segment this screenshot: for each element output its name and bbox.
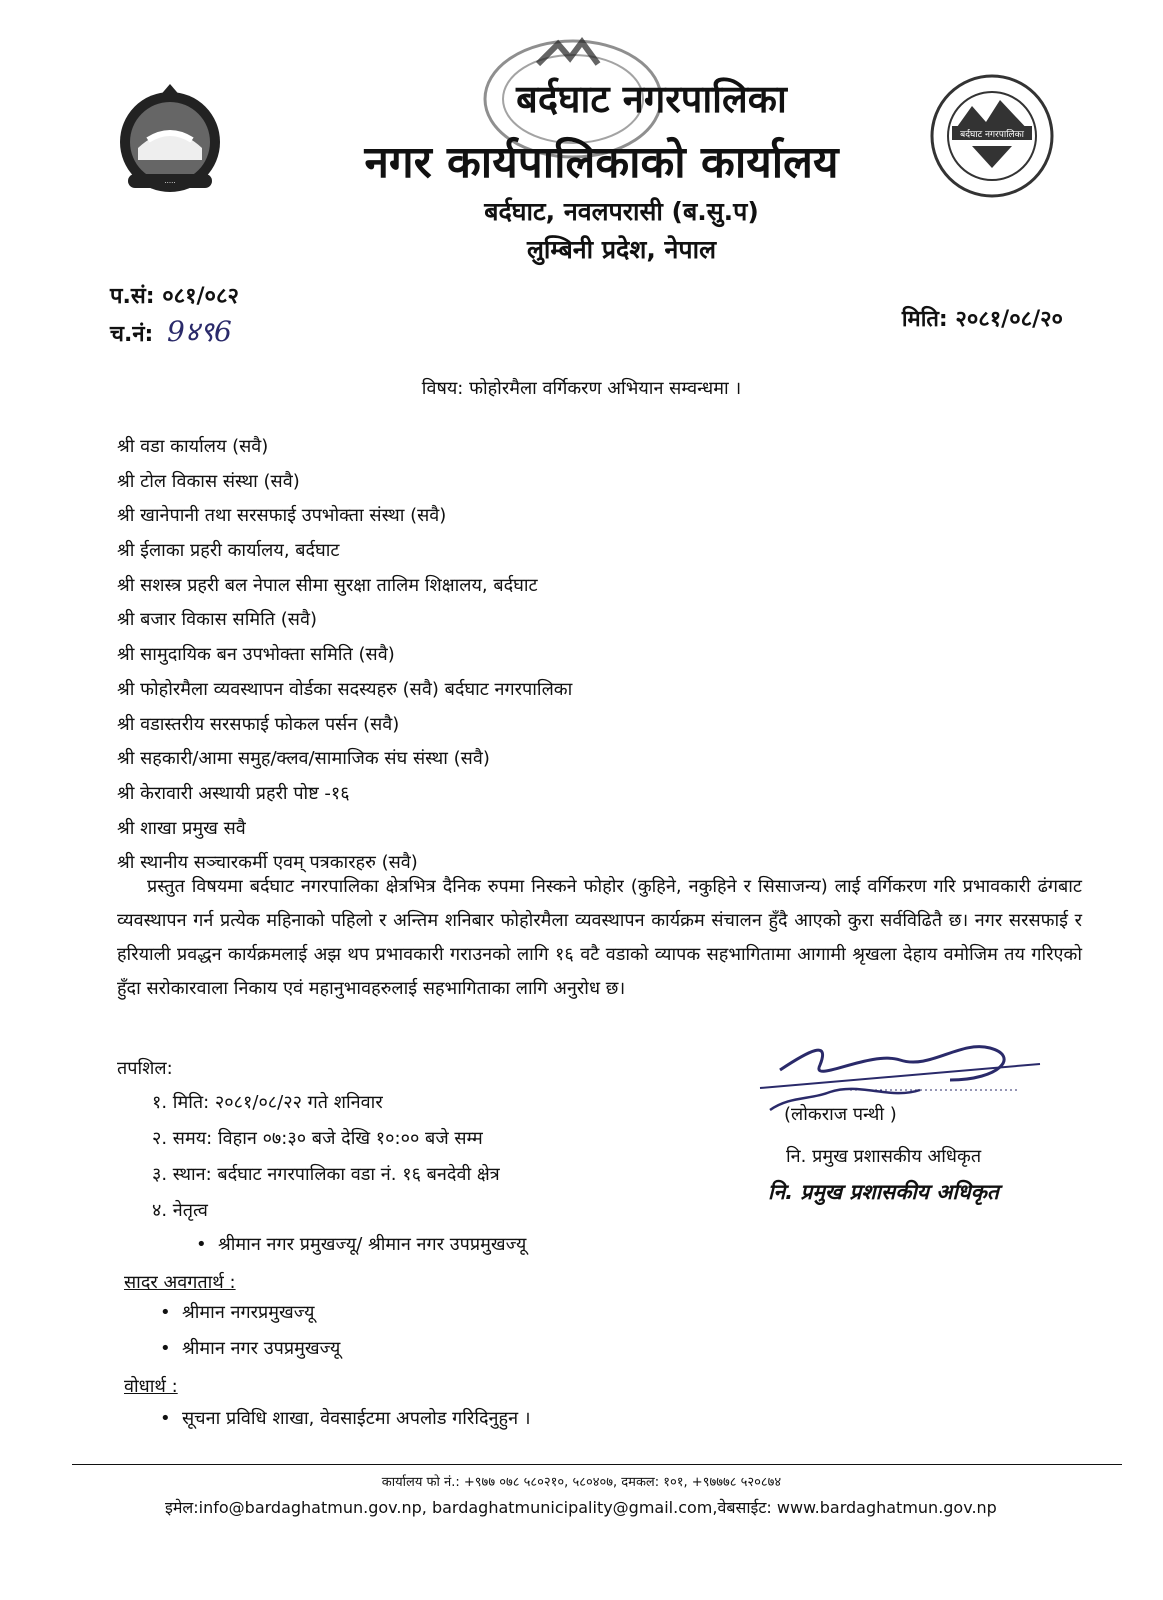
recipient-item [117, 777, 572, 812]
cc-item [160, 1332, 340, 1368]
signatory-name: (लोकराज पन्थी ) [784, 1104, 897, 1125]
recipient-item [117, 673, 572, 708]
recipient-item [117, 569, 572, 604]
recipient-list [117, 430, 572, 881]
recipient-item [117, 708, 572, 743]
cc-item-text: श्रीमान नगर उपप्रमुखज्यू [182, 1338, 341, 1359]
recipient-item [117, 534, 572, 569]
info-item [160, 1402, 531, 1436]
cc-list [160, 1296, 340, 1368]
recipient-item-text: श्री केरावारी अस्थायी प्रहरी पोष्ट -१६ [117, 782, 350, 804]
recipient-item [117, 638, 572, 673]
leadership-item [196, 1228, 526, 1262]
recipient-item [117, 465, 572, 500]
recipient-item-text: श्री शाखा प्रमुख सवै [117, 817, 246, 839]
recipient-item-text: श्री फोहोरमैला व्यवस्थापन वोर्डका सदस्यहरु (सवै) बर्दघाट नगरपालिका [117, 678, 573, 700]
date-value: २०८१/०८/२० [955, 307, 1063, 332]
recipient-item [117, 742, 572, 777]
info-heading: वोधार्थ : [124, 1376, 178, 1397]
leadership-text: श्रीमान नगर प्रमुखज्यू/ श्रीमान नगर उपप्रमुखज्यू [218, 1234, 527, 1255]
cc-item [160, 1296, 340, 1332]
recipient-item [117, 812, 572, 847]
emblem-ribbon-text: ····· [164, 179, 176, 187]
org-name: बर्दघाट नगरपालिका [516, 77, 787, 121]
detail-item [152, 1194, 500, 1230]
signatory-title-stamp: नि. प्रमुख प्रशासकीय अधिकृत [768, 1180, 999, 1204]
detail-item-text: ३. स्थान: बर्दघाट नगरपालिका वडा नं. १६ बनदेवी क्षेत्र [152, 1164, 500, 1185]
recipient-item-text: श्री खानेपानी तथा सरसफाई उपभोक्ता संस्था (सवै) [117, 505, 447, 527]
recipient-item-text: श्री बजार विकास समिति (सवै) [117, 609, 318, 631]
recipient-item [117, 603, 572, 638]
municipality-logo-inner-text: बर्दघाट नगरपालिका [960, 130, 1024, 140]
dispatch-label: च.नं: [110, 322, 154, 347]
recipient-item-text: श्री सहकारी/आमा समुह/क्लव/सामाजिक संघ संस्था (सवै) [117, 748, 490, 770]
signatory-title: नि. प्रमुख प्रशासकीय अधिकृत [786, 1146, 982, 1167]
ref-value: ०८१/०८२ [162, 284, 239, 309]
details-list [152, 1086, 500, 1230]
recipient-item-text: श्री सशस्त्र प्रहरी बल नेपाल सीमा सुरक्षा तालिम शिक्षालय, बर्दघाट [117, 574, 538, 596]
subject-line: विषय: फोहोरमैला वर्गिकरण अभियान सम्वन्धमा । [421, 378, 742, 399]
office-name: नगर कार्यपालिकाको कार्यालय [364, 137, 839, 188]
footer-contact: कार्यालय फो नं.: +९७७ ०७८ ५८०२१०, ५८०४०७, दमकल: १०१, +९७७७८ ५२०८७४ [381, 1475, 782, 1490]
cc-item-text: श्रीमान नगरप्रमुखज्यू [182, 1302, 315, 1323]
office-address: बर्दघाट, नवलपरासी (ब.सु.प) [484, 197, 759, 226]
detail-item [152, 1158, 500, 1194]
recipient-item [117, 499, 572, 534]
detail-item [152, 1122, 500, 1158]
recipient-item [117, 430, 572, 465]
detail-item-text: ४. नेतृत्व [152, 1200, 208, 1221]
dispatch-number [110, 312, 232, 350]
ref-label: प.सं: [110, 284, 155, 309]
recipient-item-text: श्री टोल विकास संस्था (सवै) [117, 470, 300, 492]
body-paragraph: प्रस्तुत विषयमा बर्दघाट नगरपालिका क्षेत्रभित्र दैनिक रुपमा निस्कने फोहोर (कुहिने, नकुहिने र सिसाजन्य) लाई वर्गिकरण गरि प्रभावकारी ढंगबाट व्यवस्थापन गर्न प्रत्येक महिनाको पहिलो र अन्तिम शनिबार फोहोरमैला व्यवस्थापन कार्यक्रम संचालन हुँदै आएको कुरा सर्वविढितै छ। नगर सरसफाई र हरियाली प्रवद्धन कार्यक्रमलाई अझ थप प्रभावकारी गराउनको लागि १६ वटै वडाको व्यापक सहभागितामा आगामी श्रृखला देहाय वमोजिम तय गरिएको हुँदा सरोकारवाला निकाय एवं महानुभावहरुलाई सहभागिताका लागि अनुरोध छ। [117, 876, 1082, 999]
recipient-item-text: श्री वडास्तरीय सरसफाई फोकल पर्सन (सवै) [117, 713, 400, 735]
footer-divider [72, 1464, 1122, 1465]
office-province: लुम्बिनी प्रदेश, नेपाल [526, 235, 717, 264]
detail-item-text: १. मिति: २०८१/०८/२२ गते शनिवार [152, 1092, 383, 1113]
recipient-item-text: श्री वडा कार्यालय (सवै) [117, 436, 269, 457]
reference-number [110, 280, 239, 310]
footer-web: इमेल:info@bardaghatmun.gov.np, bardaghatmunicipality@gmail.com,वेबसाईट: www.bardaghatmun.gov.np [165, 1498, 997, 1517]
info-list [160, 1402, 531, 1436]
recipient-item-text: श्री सामुदायिक बन उपभोक्ता समिति (सवै) [117, 644, 395, 666]
cc-heading: सादर अवगतार्थ : [124, 1272, 236, 1293]
dispatch-value-handwritten: 9४९6 [167, 315, 232, 348]
detail-item-text: २. समय: विहान ०७:३० बजे देखि १०:०० बजे सम्म [152, 1128, 483, 1149]
detail-item [152, 1086, 500, 1122]
recipient-item-text: श्री स्थानीय सञ्चारकर्मी एवम् पत्रकारहरु (सवै) [117, 852, 418, 874]
letter-date [902, 303, 1063, 333]
info-item-text: सूचना प्रविधि शाखा, वेवसाईटमा अपलोड गरिदिनुहुन । [182, 1408, 531, 1429]
details-heading: तपशिल: [117, 1058, 173, 1079]
recipient-item-text: श्री ईलाका प्रहरी कार्यालय, बर्दघाट [117, 540, 340, 562]
date-label: मिति: [901, 307, 948, 332]
